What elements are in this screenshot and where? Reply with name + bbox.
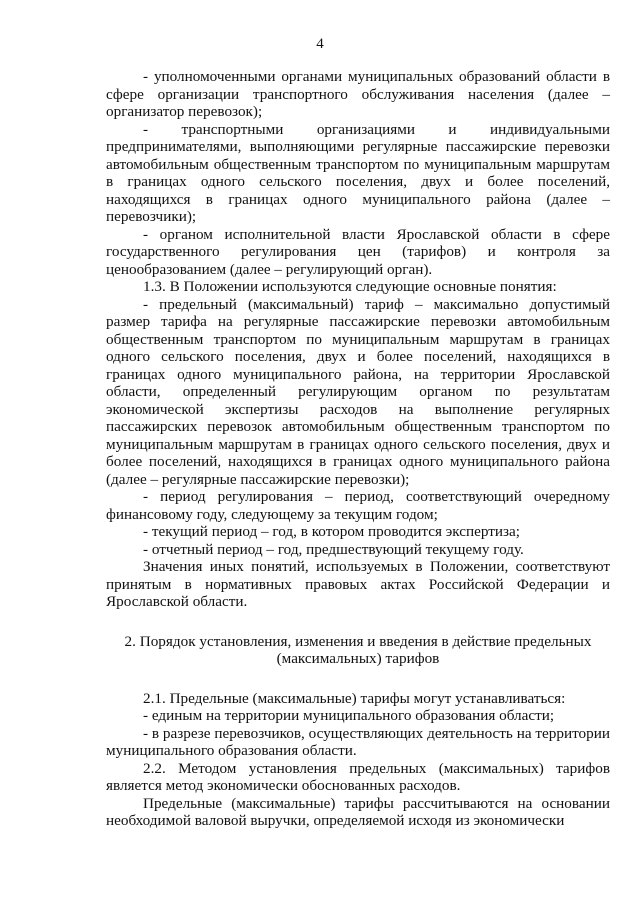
section-heading bbox=[106, 633, 610, 668]
paragraph-regulating-body: - органом исполнительной власти Ярославской области в сфере государственного регулирования цен (тарифов) и контроля за ценообразованием (далее – регулирующий орган). bbox=[106, 225, 610, 278]
paragraph-2-1: 2.1. Предельные (максимальные) тарифы могут устанавливаться: bbox=[143, 689, 566, 707]
paragraph-single-tariff: - единым на территории муниципального образования области; bbox=[143, 707, 555, 724]
paragraph-other-concepts: Значения иных понятий, используемых в Положении, соответствуют принятым в нормативных правовых актах Российской Федерации и Ярославской области. bbox=[106, 558, 610, 610]
paragraph-reporting-period: - отчетный период – год, предшествующий текущему году. bbox=[143, 540, 524, 558]
paragraph-2-2: 2.2. Методом установления предельных (максимальных) тарифов является метод экономически обоснованных расходов. bbox=[106, 759, 610, 794]
paragraph-current-period: - текущий период – год, в котором проводится экспертиза; bbox=[143, 523, 521, 540]
section-heading-line-1: 2. Порядок установления, изменения и введения в действие предельных bbox=[124, 632, 592, 650]
section-heading-line-2: (максимальных) тарифов bbox=[276, 650, 440, 667]
paragraph-max-tariff-definition: - предельный (максимальный) тариф – максимально допустимый размер тарифа на регулярные пассажирские перевозки автомобильным общественным транспортом по муниципальным маршрутам в границах одного сельского поселения, двух и более поселений, находящихся в границах одного муниципального района, на территории Ярославской области, определенный регулирующим органом по результатам экономической экспертизы расходов на выполнение регулярных пассажирских перевозок автомобильным общественным транспортом по муниципальным маршрутам в границах одного сельского поселения, двух и более поселений, находящихся в границах одного муниципального района (далее – регулярные пассажирские перевозки); bbox=[106, 295, 610, 488]
paragraph-authorized-bodies: - уполномоченными органами муниципальных образований области в сфере организации транспортного обслуживания населения (далее – организатор перевозок); bbox=[106, 68, 610, 120]
paragraph-per-carrier: - в разрезе перевозчиков, осуществляющих деятельность на территории муниципального образования области. bbox=[106, 724, 610, 759]
document-body bbox=[106, 68, 610, 830]
paragraph-1-3-concepts: 1.3. В Положении используются следующие основные понятия: bbox=[143, 278, 557, 295]
paragraph-carriers: - транспортными организациями и индивидуальными предпринимателями, выполняющими регулярные пассажирские перевозки автомобильным общественным транспортом по муниципальным маршрутам в границах одного сельского поселения, двух и более поселений, находящихся в границах одного муниципального района (далее – перевозчики); bbox=[106, 120, 610, 225]
paragraph-tariff-calculation: Предельные (максимальные) тарифы рассчитываются на основании необходимой валовой выручки, определяемой исходя из экономически bbox=[106, 794, 610, 829]
paragraph-regulation-period: - период регулирования – период, соответствующий очередному финансовому году, следующему за текущим годом; bbox=[106, 488, 610, 523]
page-number: 4 bbox=[316, 36, 324, 52]
